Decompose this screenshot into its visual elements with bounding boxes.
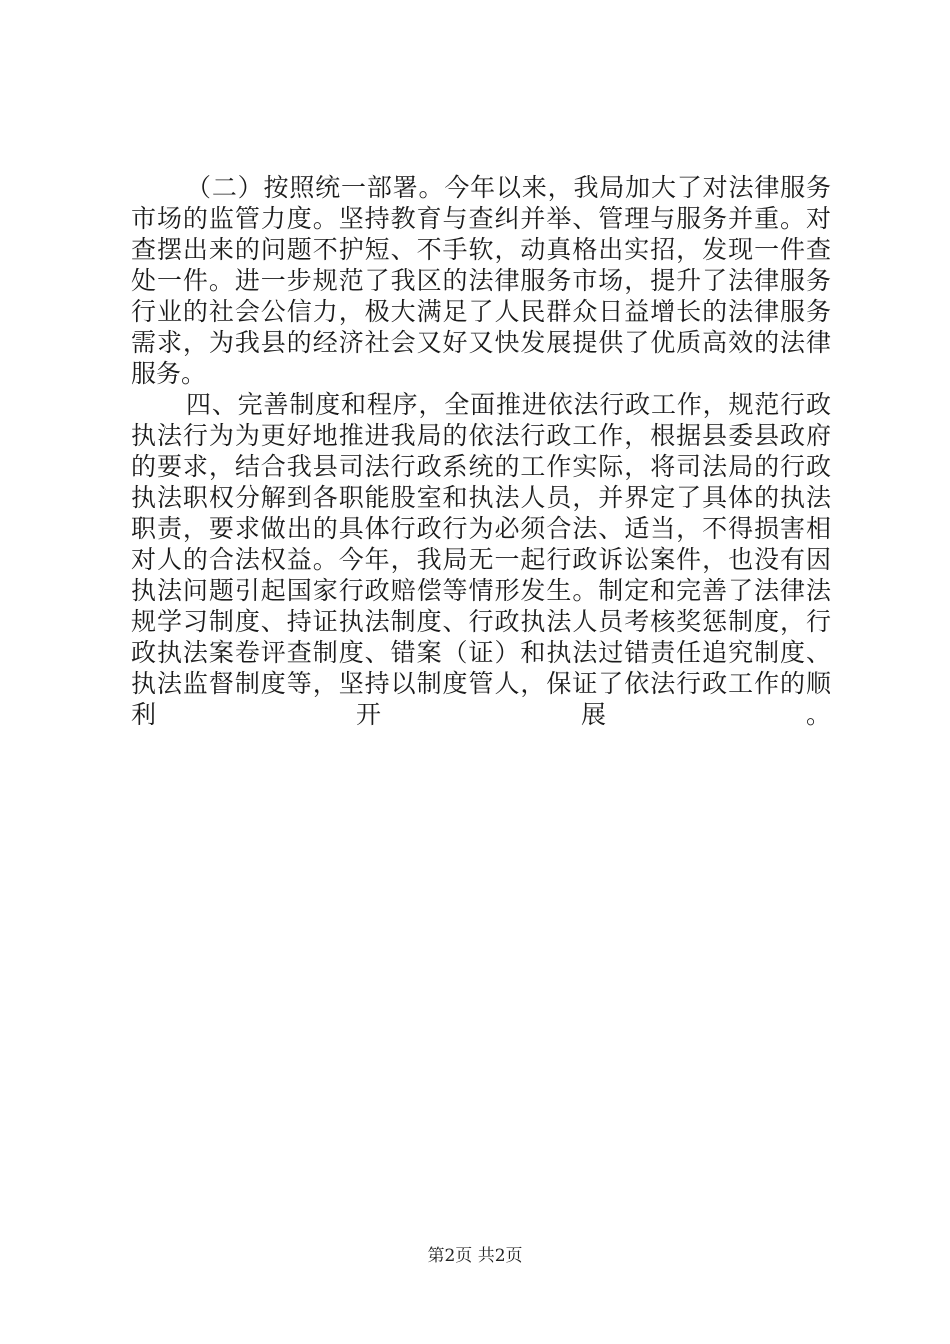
paragraph-line: 利开展。 — [131, 700, 831, 729]
paragraph-line: 四、完善制度和程序，全面推进依法行政工作，规范行政 — [186, 390, 831, 419]
paragraph-line: 的要求，结合我县司法行政系统的工作实际，将司法局的行政 — [131, 452, 831, 481]
paragraph-line: （二）按照统一部署。今年以来，我局加大了对法律服务 — [186, 173, 831, 202]
paragraph-line: 需求，为我县的经济社会又好又快发展提供了优质高效的法律 — [131, 328, 831, 357]
paragraph-line: 处一件。进一步规范了我区的法律服务市场，提升了法律服务 — [131, 266, 831, 295]
paragraph-line — [131, 730, 831, 761]
paragraph-line: 执法问题引起国家行政赔偿等情形发生。制定和完善了法律法 — [131, 576, 831, 605]
page-number-footer: 第2页 共2页 — [427, 1246, 523, 1266]
document-body — [131, 172, 831, 761]
paragraph-line: 行业的社会公信力，极大满足了人民群众日益增长的法律服务 — [131, 297, 831, 326]
paragraph-systems-procedures — [131, 389, 831, 761]
paragraph-line: 对人的合法权益。今年，我局无一起行政诉讼案件，也没有因 — [131, 545, 831, 574]
paragraph-line: 服务。 — [131, 359, 207, 388]
paragraph-line: 执法职权分解到各职能股室和执法人员，并界定了具体的执法 — [131, 483, 831, 512]
paragraph-line: 执法监督制度等，坚持以制度管人，保证了依法行政工作的顺 — [131, 669, 831, 698]
paragraph-legal-services — [131, 172, 831, 389]
paragraph-line: 市场的监管力度。坚持教育与查纠并举、管理与服务并重。对 — [131, 204, 831, 233]
paragraph-line: 执法行为为更好地推进我局的依法行政工作，根据县委县政府 — [131, 421, 831, 450]
paragraph-line: 政执法案卷评查制度、错案（证）和执法过错责任追究制度、 — [131, 638, 831, 667]
paragraph-line: 查摆出来的问题不护短、不手软，动真格出实招，发现一件查 — [131, 235, 831, 264]
paragraph-line: 职责，要求做出的具体行政行为必须合法、适当，不得损害相 — [131, 514, 831, 543]
paragraph-line: 规学习制度、持证执法制度、行政执法人员考核奖惩制度，行 — [131, 607, 831, 636]
